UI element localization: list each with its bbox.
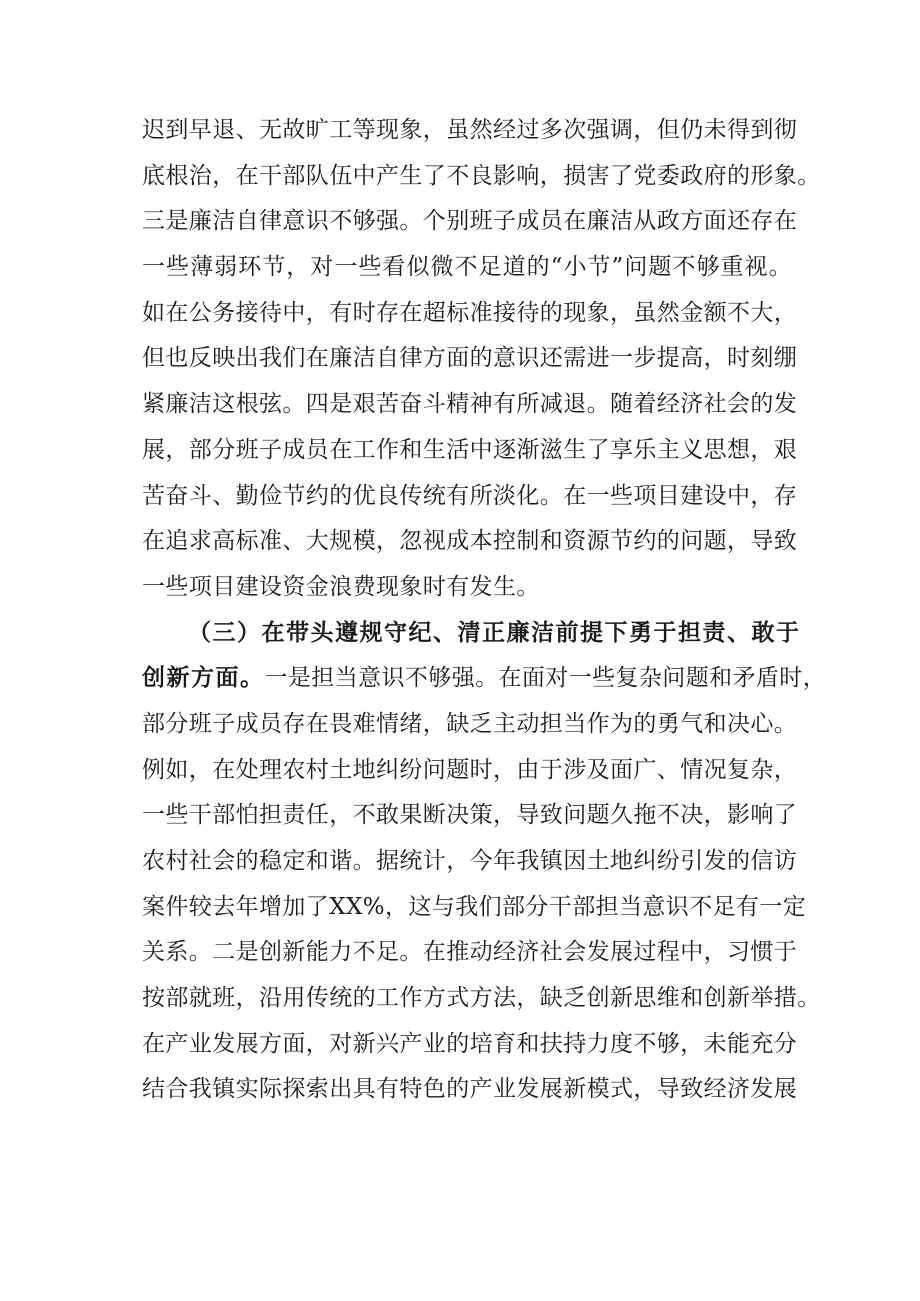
paragraph-line: 但也反映出我们在廉洁自律方面的意识还需进一步提高，时刻绷 [142, 345, 798, 372]
paragraph-line: 三是廉洁自律意识不够强。个别班子成员在廉洁从政方面还存在 [142, 208, 798, 235]
paragraph-line: 一些干部怕担责任，不敢果断决策，导致问题久拖不决，影响了 [142, 802, 798, 829]
paragraph-line: 农村社会的稳定和谐。据统计，今年我镇因土地纠纷引发的信访 [142, 848, 798, 874]
section-heading-end: 创新方面。 [142, 665, 265, 692]
paragraph-line: 一些薄弱环节，对一些看似微不足道的“小节”问题不够重视。 [142, 254, 792, 281]
paragraph-line: 迟到早退、无故旷工等现象，虽然经过多次强调，但仍未得到彻 [142, 117, 798, 143]
paragraph-line: 例如，在处理农村土地纠纷问题时，由于涉及面广、情况复杂， [142, 756, 798, 783]
paragraph-line: 关系。二是创新能力不足。在推动经济社会发展过程中，习惯于 [142, 939, 798, 966]
paragraph-line: 一些项目建设资金浪费现象时有发生。 [142, 573, 540, 600]
body-text [142, 108, 827, 1113]
paragraph-line: 案件较去年增加了XX%，这与我们部分干部担当意识不足有一定 [142, 893, 807, 920]
paragraph-line: 按部就班，沿用传统的工作方式方法，缺乏创新思维和创新举措。 [142, 985, 821, 1012]
paragraph-line: 展，部分班子成员在工作和生活中逐渐滋生了享乐主义思想，艰 [142, 436, 798, 463]
paragraph-line: 紧廉洁这根弦。四是艰苦奋斗精神有所减退。随着经济社会的发 [142, 391, 798, 418]
paragraph-line: 结合我镇实际探索出具有特色的产业发展新模式，导致经济发展 [142, 1076, 798, 1103]
paragraph-line: 在追求高标准、大规模，忽视成本控制和资源节约的问题，导致 [142, 528, 798, 555]
paragraph-line: 如在公务接待中，有时存在超标准接待的现象，虽然金额不大， [142, 299, 798, 326]
section-heading: （三）在带头遵规守纪、清正廉洁前提下勇于担责、敢于 [188, 619, 801, 646]
section-text: 一是担当意识不够强。在面对一些复杂问题和矛盾时， [264, 665, 827, 692]
paragraph-line: 在产业发展方面，对新兴产业的培育和扶持力度不够，未能充分 [142, 1030, 798, 1057]
paragraph-line [142, 656, 827, 702]
paragraph-line: 部分班子成员存在畏难情绪，缺乏主动担当作为的勇气和决心。 [142, 710, 798, 737]
paragraph-line: 苦奋斗、勤俭节约的优良传统有所淡化。在一些项目建设中，存 [142, 482, 798, 509]
paragraph-line: 底根治，在干部队伍中产生了不良影响，损害了党委政府的形象。 [142, 162, 821, 189]
